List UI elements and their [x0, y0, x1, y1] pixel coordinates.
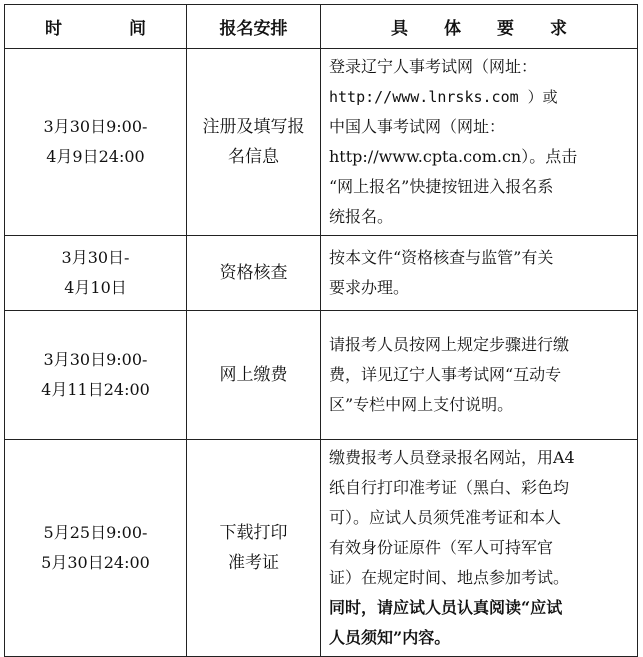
time-cell — [5, 311, 187, 440]
time-line: 5月25日9:00- — [43, 523, 148, 542]
requirement-line: 统报名。 — [329, 207, 394, 226]
requirement-line: 中国人事考试网（网址： — [329, 117, 506, 136]
header-req-char: 求 — [550, 19, 567, 39]
requirement-line: 登录辽宁人事考试网（网址： — [329, 57, 538, 76]
table-row — [5, 236, 638, 311]
time-line: 4月9日24:00 — [46, 147, 145, 166]
table-row — [5, 49, 638, 236]
arrangement-line: 下载打印 — [219, 523, 288, 543]
header-time-char: 间 — [129, 19, 146, 39]
table-row — [5, 440, 638, 657]
time-cell — [5, 236, 187, 311]
arrangement-cell — [187, 49, 321, 236]
time-line: 3月30日9:00- — [43, 350, 148, 369]
requirement-notice-line: 同时，请应试人员认真阅读“应试 — [329, 598, 563, 617]
arrangement-line: 资格核查 — [219, 263, 288, 283]
time-line: 4月11日24:00 — [41, 380, 150, 399]
requirement-cell — [321, 440, 638, 657]
requirement-line: 费，详见辽宁人事考试网“互动专 — [329, 365, 562, 384]
arrangement-cell — [187, 236, 321, 311]
requirement-line: 证）在规定时间、地点参加考试。 — [329, 568, 570, 587]
time-line: 4月10日 — [64, 278, 127, 297]
header-requirement — [321, 5, 638, 49]
time-line: 3月30日- — [61, 248, 130, 267]
arrangement-line: 网上缴费 — [219, 365, 288, 385]
header-time-char: 时 — [45, 19, 62, 39]
requirement-line: 要求办理。 — [329, 278, 410, 297]
requirement-line: 有效身份证原件（军人可持军官 — [329, 538, 554, 557]
arrangement-line: 准考证 — [228, 553, 279, 573]
header-req-char: 体 — [444, 19, 461, 39]
requirement-notice-line: 人员须知”内容。 — [329, 628, 451, 647]
requirement-line: 纸自行打印准考证（黑白、彩色均 — [329, 478, 570, 497]
header-arrangement: 报名安排 — [187, 5, 321, 49]
header-req-char: 要 — [497, 19, 514, 39]
requirement-cell — [321, 49, 638, 236]
requirement-cell — [321, 311, 638, 440]
table-row — [5, 311, 638, 440]
requirement-line: http://www.lnrsks.com ）或 — [329, 88, 558, 106]
header-req-char: 具 — [391, 19, 408, 39]
requirement-line: “网上报名”快捷按钮进入报名系 — [329, 177, 554, 196]
arrangement-line: 注册及填写报 — [202, 117, 305, 137]
arrangement-cell — [187, 311, 321, 440]
arrangement-line: 名信息 — [228, 147, 279, 167]
requirement-line: 可）。应试人员须凭准考证和本人 — [329, 508, 562, 527]
time-line: 3月30日9:00- — [43, 117, 148, 136]
requirement-line: 缴费报考人员登录报名网站，用A4 — [329, 448, 575, 467]
requirement-cell — [321, 236, 638, 311]
requirement-line: 区”专栏中网上支付说明。 — [329, 395, 514, 414]
requirement-line: 请报考人员按网上规定步骤进行缴 — [329, 335, 570, 354]
table-header-row — [5, 5, 638, 49]
requirement-line: http://www.cpta.com.cn）。点击 — [329, 147, 578, 166]
time-cell — [5, 440, 187, 657]
registration-schedule-table — [4, 4, 638, 657]
header-time — [5, 5, 187, 49]
arrangement-cell — [187, 440, 321, 657]
time-line: 5月30日24:00 — [41, 553, 150, 572]
requirement-line: 按本文件“资格核查与监管”有关 — [329, 248, 554, 267]
time-cell — [5, 49, 187, 236]
